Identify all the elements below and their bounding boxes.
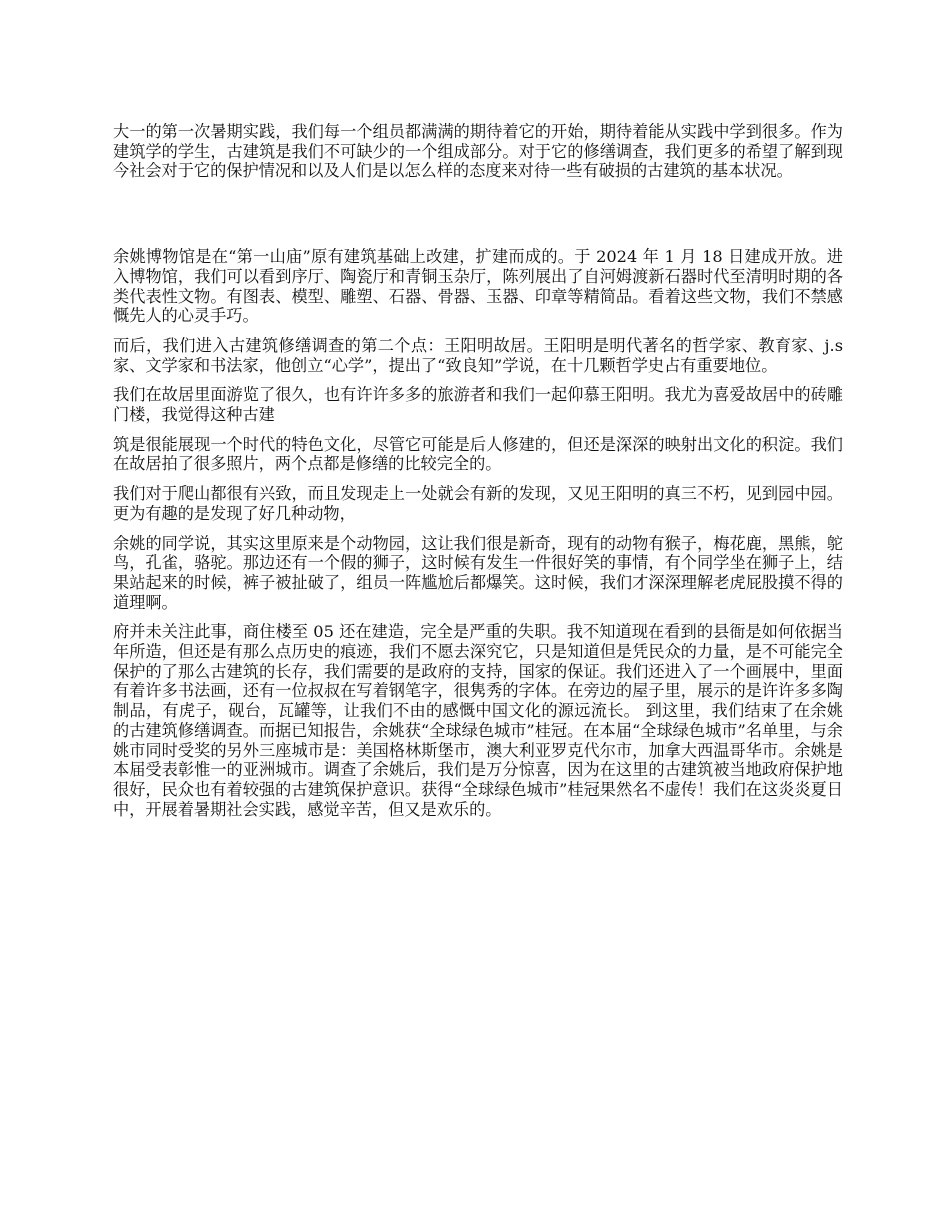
paragraph-intro: 大一的第一次暑期实践，我们每一个组员都满满的期待着它的开始，期待着能从实践中学到很多。作为建筑学的学生，古建筑是我们不可缺少的一个组成部分。对于它的修缮调查，我们更多的希望了解到现今社会对于它的保护情况和以及人们是以怎么样的态度来对待一些有破损的古建筑的基本状况。 bbox=[113, 122, 843, 181]
paragraph-residence: 我们在故居里面游览了很久，也有许许多多的旅游者和我们一起仰慕王阳明。我尤为喜爱故居中的砖雕门楼，我觉得这种古建 bbox=[113, 385, 843, 425]
paragraph-museum: 余姚博物馆是在“第一山庙”原有建筑基础上改建，扩建而成的。于 2024 年 1 月 18 日建成开放。进入博物馆，我们可以看到序厅、陶瓷厅和青铜玉杂厅，陈列展出了自河姆渡新石器时代至清明时期的各类代表性文物。有图表、模型、雕塑、石器、骨器、玉器、印章等精简品。看着这些文物，我们不禁感慨先人的心灵手巧。 bbox=[113, 247, 843, 326]
paragraph-conclusion: 府并未关注此事，商住楼至 05 还在建造，完全是严重的失职。我不知道现在看到的县衙是如何依据当年所造，但还是有那么点历史的痕迹，我们不愿去深究它，只是知道但是凭民众的力量，是不可能完全保护的了那么古建筑的长存，我们需要的是政府的支持，国家的保证。我们还进入了一个画展中，里面有着许多书法画，还有一位叔叔在写着钢笔字，很隽秀的字体。在旁边的屋子里，展示的是许许多多陶制品，有虎子，砚台，瓦罐等，让我们不由的感慨中国文化的源远流长。 到这里，我们结束了在余姚的古建筑修缮调查。而据已知报告，余姚获“全球绿色城市”桂冠。在本届“全球绿色城市”名单里，与余姚市同时受奖的另外三座城市是：美国格林斯堡市，澳大利亚罗克代尔市，加拿大西温哥华市。余姚是本届受表彰惟一的亚洲城市。调查了余姚后，我们是万分惊喜，因为在这里的古建筑被当地政府保护地很好，民众也有着较强的古建筑保护意识。获得“全球绿色城市”桂冠果然名不虚传！我们在这炎炎夏日中，开展着暑期社会实践，感觉辛苦，但又是欢乐的。 bbox=[113, 622, 843, 819]
paragraph-zoo: 余姚的同学说，其实这里原来是个动物园，这让我们很是新奇，现有的动物有猴子，梅花鹿，黑熊，鸵鸟，孔雀，骆驼。那边还有一个假的狮子，这时候有发生一件很好笑的事情，有个同学坐在狮子上，结果站起来的时候，裤子被扯破了，组员一阵尴尬后都爆笑。这时候，我们才深深理解老虎屁股摸不得的道理啊。 bbox=[113, 533, 843, 612]
paragraph-climbing: 我们对于爬山都很有兴致，而且发现走上一处就会有新的发现，又见王阳明的真三不朽，见到园中园。更为有趣的是发现了好几种动物， bbox=[113, 484, 843, 523]
paragraph-wang-yangming: 而后，我们进入古建筑修缮调查的第二个点：王阳明故居。王阳明是明代著名的哲学家、教育家、j.s 家、文学家和书法家，他创立“心学”，提出了“致良知”学说，在十几颗哲学史占有重要地位。 bbox=[113, 335, 843, 375]
paragraph-architecture: 筑是很能展现一个时代的特色文化，尽管它可能是后人修建的，但还是深深的映射出文化的积淀。我们在故居拍了很多照片，两个点都是修缮的比较完全的。 bbox=[113, 434, 843, 474]
document-page bbox=[113, 122, 843, 819]
